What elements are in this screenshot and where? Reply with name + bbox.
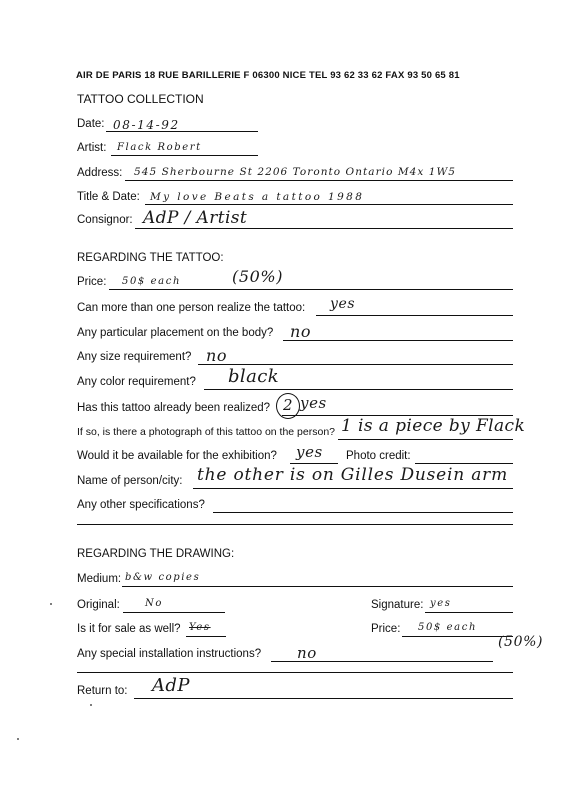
artist-label: Artist: [77, 142, 107, 154]
consignor-line [135, 228, 513, 229]
more-than-one-label: Can more than one person realize the tattoo: [77, 302, 306, 314]
size-line [198, 364, 513, 365]
realized-value: yes [300, 394, 327, 412]
drawing-price-label: Price: [371, 623, 401, 635]
address-value: 545 Sherbourne St 2206 Toronto Ontario M4x 1W5 [134, 166, 457, 178]
title-date-line [145, 204, 513, 205]
title-date-value: My love Beats a tattoo 1988 [150, 191, 365, 203]
drawing-section-heading: REGARDING THE DRAWING: [77, 548, 235, 560]
color-value: black [228, 366, 279, 387]
return-to-value: AdP [152, 675, 190, 696]
more-than-one-line [316, 315, 513, 316]
consignor-value: AdP / Artist [143, 208, 248, 228]
drawing-price-value: 50$ each [418, 622, 477, 633]
installation-label: Any special installation instructions? [77, 648, 262, 660]
drawing-price-line [402, 636, 513, 637]
realized-label: Has this tattoo already been realized? [77, 402, 271, 414]
address-label: Address: [77, 167, 123, 179]
original-line [123, 612, 225, 613]
exhibition-label: Would it be available for the exhibition? [77, 450, 277, 462]
placement-value: no [290, 322, 312, 341]
drawing-price-percent: (50%) [498, 634, 544, 650]
date-label: Date: [77, 118, 105, 130]
artist-value: Flack Robert [117, 142, 202, 153]
color-line [204, 389, 513, 390]
return-to-line [134, 698, 513, 699]
tattoo-price-value: 50$ each [122, 276, 181, 287]
artist-line [111, 155, 258, 156]
exhibition-value: yes [296, 443, 323, 461]
installation-value: no [297, 644, 317, 662]
signature-label: Signature: [371, 599, 424, 611]
date-value: 08-14-92 [113, 118, 180, 132]
placement-label: Any particular placement on the body? [77, 327, 274, 339]
for-sale-value: Yes [189, 622, 211, 633]
realized-circle-number: 2 [283, 396, 294, 414]
placement-line [283, 340, 513, 341]
color-label: Any color requirement? [77, 376, 196, 388]
other-specs-label: Any other specifications? [77, 499, 205, 511]
medium-label: Medium: [77, 573, 122, 585]
title-date-label: Title & Date: [77, 191, 140, 203]
original-label: Original: [77, 599, 120, 611]
scan-speck [17, 738, 19, 740]
medium-value: b&w copies [125, 572, 201, 583]
photograph-label: If so, is there a photograph of this tattoo on the person? [77, 426, 336, 438]
medium-line [122, 586, 513, 587]
scan-speck [50, 603, 52, 605]
photograph-value: 1 is a piece by Flack [341, 416, 526, 436]
more-than-one-value: yes [330, 296, 356, 312]
tattoo-price-label: Price: [77, 276, 107, 288]
photo-credit-label: Photo credit: [346, 450, 411, 462]
letterhead: AIR DE PARIS 18 RUE BARILLERIE F 06300 NICE TEL 93 62 33 62 FAX 93 50 65 81 [76, 70, 460, 81]
photograph-line [338, 439, 513, 440]
installation-line-2 [77, 672, 513, 673]
return-to-label: Return to: [77, 685, 128, 697]
size-value: no [206, 346, 228, 365]
signature-value: yes [430, 598, 452, 609]
form-title: TATTOO COLLECTION [77, 92, 204, 106]
for-sale-line [186, 636, 226, 637]
photo-credit-line [415, 463, 513, 464]
original-value: No [145, 598, 163, 609]
address-line [125, 180, 513, 181]
person-city-line [193, 488, 513, 489]
for-sale-label: Is it for sale as well? [77, 623, 181, 635]
other-specs-line-2 [77, 524, 513, 525]
signature-line [425, 612, 513, 613]
tattoo-section-heading: REGARDING THE TATTOO: [77, 252, 224, 264]
size-label: Any size requirement? [77, 351, 192, 363]
person-city-label: Name of person/city: [77, 475, 183, 487]
tattoo-price-line [109, 289, 513, 290]
consignor-label: Consignor: [77, 214, 133, 226]
exhibition-line [290, 463, 338, 464]
tattoo-price-percent: (50%) [232, 267, 284, 286]
scan-speck [90, 704, 92, 706]
other-specs-line [213, 512, 513, 513]
person-city-value: the other is on Gilles Dusein arm [197, 465, 509, 485]
